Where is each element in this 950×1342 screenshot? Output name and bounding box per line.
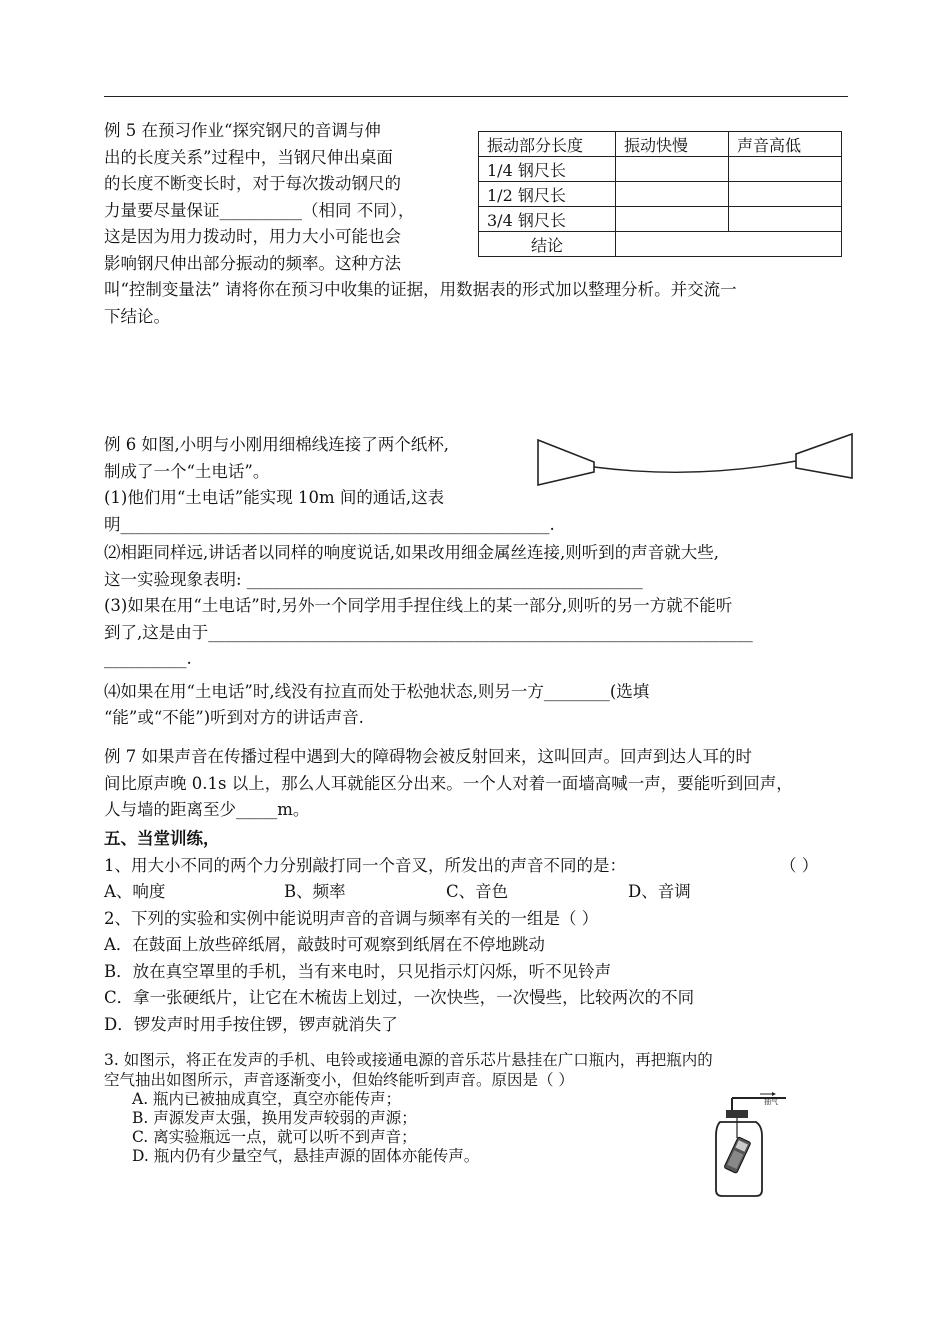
left-cup (538, 440, 594, 485)
option: C. 离实验瓶远一点，就可以听不到声音； (132, 1128, 417, 1146)
text-line: 到了,这是由于__________________________________________________________________ (104, 622, 753, 642)
table-cell (729, 182, 842, 207)
text-line: 例 7 如果声音在传播过程中遇到大的障碍物会被反射回来，这叫回声。回声到达人耳的时 (104, 747, 752, 766)
option: B. 声源发声太强，换用发声较弱的声源； (132, 1109, 417, 1127)
bottle-stopper (726, 1110, 748, 1118)
text-line: “能”或“不能”)听到对方的讲话声音. (104, 708, 364, 727)
table-cell: 3/4 钢尺长 (479, 207, 616, 232)
option: D、音调 (628, 882, 691, 901)
text-line: ⑷如果在用“土电话”时,线没有拉直而处于松弛状态,则另一方________(选填 (104, 681, 650, 701)
table-cell (616, 157, 729, 182)
top-rule (104, 96, 848, 97)
text-line: 下结论。 (104, 306, 170, 326)
text-line: __________. (104, 649, 192, 668)
right-cup (796, 434, 852, 478)
table-cell: 1/4 钢尺长 (479, 157, 616, 182)
text-line: ⑵相距同样远,讲话者以同样的响度说话,如果改用细金属丝连接,则听到的声音就大些, (104, 543, 719, 562)
text-line: 的长度不断变长时，对于每次拨动钢尺的 (104, 174, 401, 193)
table-row (479, 232, 842, 257)
text-line: 例 5 在预习作业“探究钢尺的音调与伸 (104, 121, 381, 140)
table-cell: 结论 (479, 232, 616, 257)
text-line: 人与墙的距离至少_____m。 (104, 800, 310, 819)
text-line: (1)他们用“土电话”能实现 10m 间的通话,这表 (104, 488, 445, 507)
option: D. 瓶内仍有少量空气，悬挂声源的固体亦能传声。 (132, 1147, 480, 1165)
question-1 (104, 853, 848, 880)
text-line: 这一实验现象表明: ________________________________________________ (104, 569, 643, 589)
text-line: (3)如果在用“土电话”时,另外一个同学用手捏住线上的某一部分,则听的另一方就不能听 (104, 596, 733, 615)
option: A、响度 (104, 882, 166, 901)
table-cell (616, 232, 842, 257)
table-cell (729, 207, 842, 232)
section-5 (104, 826, 848, 1038)
option: B．放在真空罩里的手机，当有来电时，只见指示灯闪烁，听不见铃声 (104, 961, 612, 981)
table-row (479, 182, 842, 207)
string-line (594, 461, 796, 472)
mobile-phone-icon (724, 1137, 751, 1174)
table-cell (616, 207, 729, 232)
question-stem: 空气抽出如图所示，声音逐渐变小，但始终能听到声音。原因是（ ） (104, 1071, 574, 1089)
text-line: 制成了一个“土电话”。 (104, 461, 270, 481)
table-header: 振动部分长度 (479, 132, 616, 157)
vacuum-bottle-figure (712, 1092, 794, 1202)
example-7 (104, 744, 848, 824)
table-row (479, 132, 842, 157)
option: A．在鼓面上放些碎纸屑，敲鼓时可观察到纸屑在不停地跳动 (104, 935, 545, 954)
option: A. 瓶内已被抽成真空，真空亦能传声； (132, 1090, 402, 1108)
text-line: 影响钢尺伸出部分振动的频率。这种方法 (104, 253, 401, 273)
paper-cup-telephone-figure (534, 430, 858, 490)
text-line: 叫“控制变量法” 请将你在预习中收集的证据，用数据表的形式加以整理分析。并交流一 (104, 280, 737, 299)
option: B、频率 (284, 882, 346, 901)
question-2: 2、下列的实验和实例中能说明声音的音调与频率有关的一组是（ ） (104, 908, 599, 928)
table-row (479, 207, 842, 232)
text-line: 出的长度关系”过程中，当钢尺伸出桌面 (104, 147, 393, 167)
data-table (478, 131, 842, 257)
question-stem: 3. 如图示，将正在发声的手机、电铃或接通电源的音乐芯片悬挂在广口瓶内，再把瓶内的 (104, 1051, 713, 1069)
figure-label: 抽气 (764, 1098, 778, 1106)
option: C．拿一张硬纸片，让它在木梳齿上划过，一次快些，一次慢些，比较两次的不同 (104, 988, 695, 1007)
table-cell (616, 182, 729, 207)
arrow-head-icon (772, 1092, 776, 1096)
option: D．锣发声时用手按住锣，锣声就消失了 (104, 1014, 398, 1034)
table-header: 振动快慢 (616, 132, 729, 157)
table-header: 声音高低 (729, 132, 842, 157)
text-line: 这是因为用力拨动时，用力大小可能也会 (104, 227, 401, 246)
text-line: 力量要尽量保证__________（相同 不同）， (104, 200, 415, 220)
table-row (479, 157, 842, 182)
text-line: 间比原声晚 0.1s 以上，那么人耳就能区分出来。一个人对着一面墙高喊一声，要能听到回声， (104, 773, 793, 793)
section-title: 五、当堂训练， (104, 829, 220, 848)
table-cell (729, 157, 842, 182)
answer-bracket: （ ） (780, 855, 819, 875)
text-line: 例 6 如图,小明与小刚用细棉线连接了两个纸杯, (104, 435, 449, 454)
table-cell: 1/2 钢尺长 (479, 182, 616, 207)
question-1-options (104, 879, 848, 906)
question-stem: 1、用大小不同的两个力分别敲打同一个音叉，所发出的声音不同的是： (104, 855, 626, 875)
option: C、音色 (446, 882, 509, 901)
text-line: 明____________________________________________________. (104, 514, 555, 534)
